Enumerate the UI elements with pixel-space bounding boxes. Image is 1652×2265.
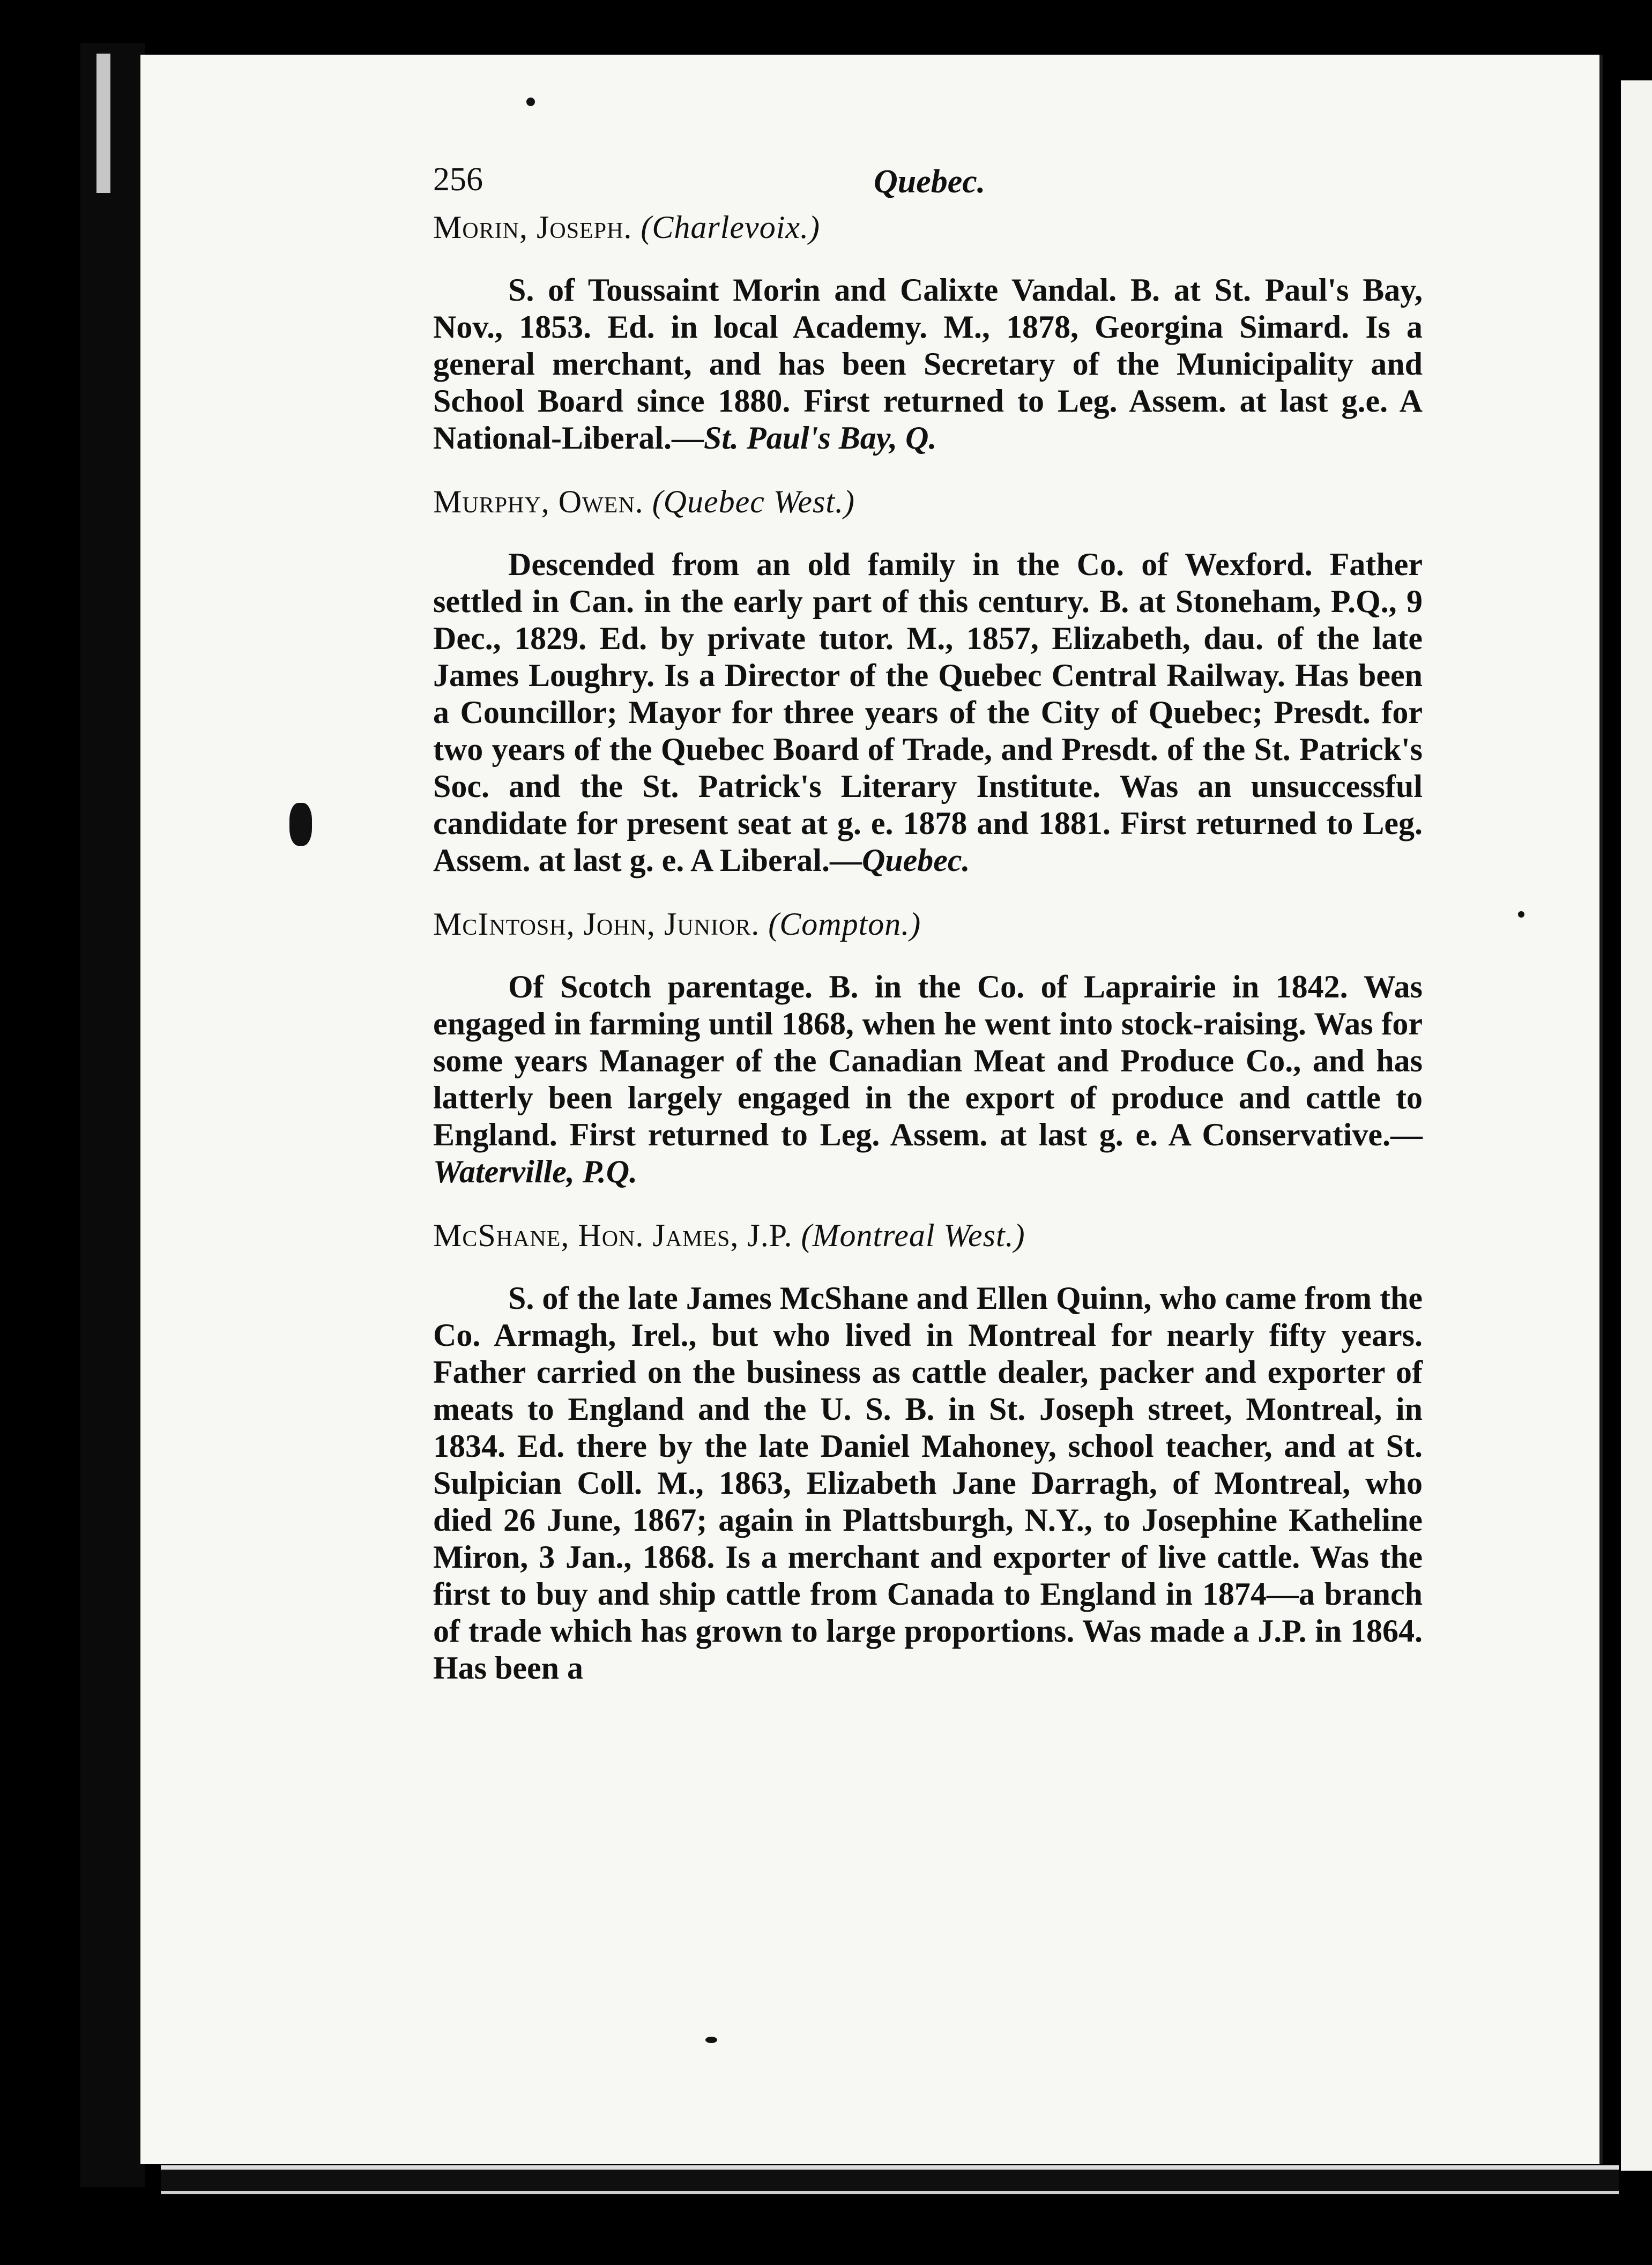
running-title: Quebec. [874,163,986,200]
entry-text: S. of the late James McShane and Ellen Quinn, who came from the Co. Armagh, Irel., but who lived in Montreal for nearly fifty years. Father carried on the business as cattle dealer, packer and exporter of meats to England and the U. S. B. in St. Joseph street, Montreal, in 1834. Ed. there by the late Daniel Mahoney, school teacher, and at St. Sulpician Coll. M., 1863, Elizabeth Jane Darragh, of Montreal, who died 26 June, 1867; again in Plattsburgh, N.Y., to Josephine Katheline Miron, 3 Jan., 1868. Is a merchant and exporter of live cattle. Was the first to buy and ship cattle from Canada to England in 1874—a branch of trade which has grown to large proportions. Was made a J.P. in 1864. Has been a [433,1280,1423,1686]
entry-body [433,272,1423,457]
scan-speck [705,2037,717,2043]
page-content [433,161,1423,1713]
scan-speck [526,98,535,106]
entry-heading [433,1217,1423,1254]
entry-constituency: (Quebec West.) [652,484,855,519]
page-stack-edge [161,2165,1619,2194]
entry-residence: Waterville, P.Q. [433,1154,638,1189]
entry-body [433,546,1423,879]
entry-text: S. of Toussaint Morin and Calixte Vandal. B. at St. Paul's Bay, Nov., 1853. Ed. in local Academy. M., 1878, Georgina Simard. Is a general merchant, and has been Secretary of the Municipality and School Board since 1880. First returned to Leg. Assem. at last g.e. A National-Liberal.— [433,272,1423,456]
entry-name: Murphy, Owen. [433,484,644,519]
biography-entry [433,906,1423,1190]
entry-name: Morin, Joseph. [433,210,632,245]
entry-heading [433,483,1423,520]
entry-body [433,968,1423,1190]
entry-text: Descended from an old family in the Co. of Wexford. Father settled in Can. in the early part of this century. B. at Stoneham, P.Q., 9 Dec., 1829. Ed. by private tutor. M., 1857, Elizabeth, dau. of the late James Loughry. Is a Director of the Quebec Central Railway. Has been a Councillor; Mayor for three years of the City of Quebec; Presdt. for two years of the Quebec Board of Trade, and Presdt. of the St. Patrick's Soc. and the St. Patrick's Literary Institute. Was an unsuccessful candidate for present seat at g. e. 1878 and 1881. First returned to Leg. Assem. at last g. e. A Liberal.— [433,547,1423,878]
page-gutter-shadow [80,43,145,2187]
page-edge [1621,80,1652,2171]
entry-body [433,1280,1423,1687]
running-head [433,161,1423,209]
scan-speck [289,803,312,846]
entry-name: McShane, Hon. James, J.P. [433,1218,793,1253]
entry-text: Of Scotch parentage. B. in the Co. of Laprairie in 1842. Was engaged in farming until 1868, when he went into stock-raising. Was for some years Manager of the Canadian Meat and Produce Co., and has latterly been largely engaged in the export of produce and cattle to England. First returned to Leg. Assem. at last g. e. A Conservative.— [433,969,1423,1152]
scan-streak [96,54,110,193]
entry-constituency: (Montreal West.) [801,1218,1025,1253]
biography-entry [433,1217,1423,1687]
entry-residence: Quebec. [861,843,970,878]
entry-constituency: (Compton.) [768,906,921,942]
biography-entry [433,483,1423,879]
biography-entry [433,209,1423,457]
entry-residence: St. Paul's Bay, Q. [704,420,937,456]
page-number: 256 [433,161,483,198]
entry-constituency: (Charlevoix.) [641,210,820,245]
entry-name: McIntosh, John, Junior. [433,906,760,942]
entry-heading [433,209,1423,246]
entry-heading [433,906,1423,943]
scan-speck [1518,911,1524,918]
